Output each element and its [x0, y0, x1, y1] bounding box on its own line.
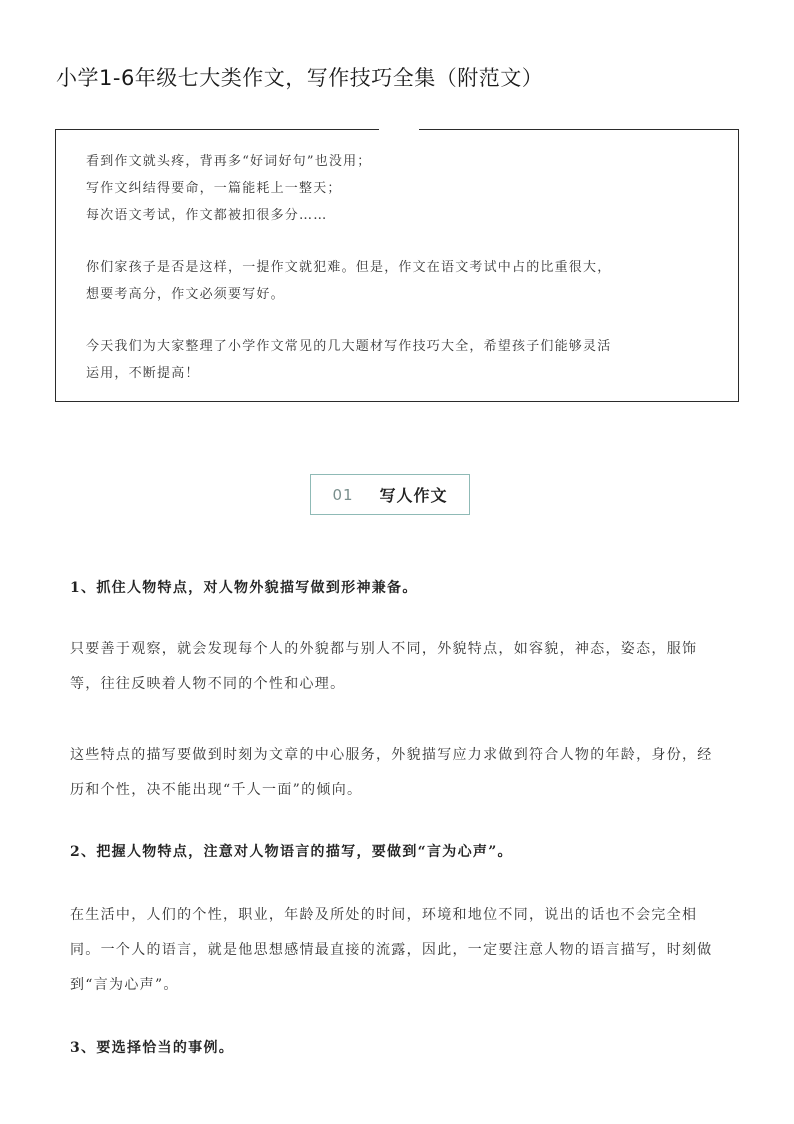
- intro-paragraph-3-line: 今天我们为大家整理了小学作文常见的几大题材写作技巧大全，希望孩子们能够灵活: [86, 339, 612, 354]
- intro-paragraph-3-line: 运用，不断提高！: [86, 366, 200, 381]
- intro-paragraph-2-line: 想要考高分，作文必须要写好。: [86, 287, 285, 302]
- intro-text: [86, 148, 714, 387]
- intro-paragraph-2-line: 你们家孩子是否是这样，一提作文就犯难。但是，作文在语文考试中占的比重很大，: [86, 260, 612, 275]
- intro-line: 写作文纠结得要命，一篇能耗上一整天；: [86, 181, 342, 196]
- intro-line: 看到作文就头疼，背再多“好词好句”也没用；: [86, 154, 372, 169]
- paragraph-line: 这些特点的描写要做到时刻为文章的中心服务，外貌描写应力求做到符合人物的年龄，身份，经: [70, 747, 713, 763]
- paragraph-3: [70, 898, 730, 1003]
- subheading: 2、把握人物特点，注意对人物语言的描写，要做到“言为心声”。: [70, 844, 513, 860]
- heading-3-block: [70, 1031, 730, 1066]
- paragraph-line: 只要善于观察，就会发现每个人的外貌都与别人不同，外貌特点，如容貌，神态，姿态，服饰: [70, 641, 698, 657]
- page-title: 小学1-6年级七大类作文，写作技巧全集（附范文）: [56, 66, 544, 90]
- paragraph-line: 到“言为心声”。: [70, 977, 179, 993]
- paragraph-line: 在生活中，人们的个性，职业，年龄及所处的时间，环境和地位不同，说出的话也不会完全相: [70, 907, 698, 923]
- section-header: [310, 474, 470, 515]
- paragraph-line: 历和个性，决不能出现“千人一面”的倾向。: [70, 782, 363, 798]
- paragraph-2: [70, 738, 730, 808]
- paragraph-1: [70, 632, 730, 702]
- section-label: 写人作文: [379, 486, 448, 505]
- paragraph-line: 同。一个人的语言，就是他思想感情最直接的流露，因此，一定要注意人物的语言描写，时刻做: [70, 942, 713, 958]
- intro-box-notch: [392, 129, 408, 136]
- subheading: 3、要选择恰当的事例。: [70, 1040, 235, 1056]
- intro-line: 每次语文考试，作文都被扣很多分……: [86, 208, 328, 223]
- intro-box: [55, 129, 739, 402]
- section-number: 01: [332, 485, 354, 504]
- subheading: 1、抓住人物特点，对人物外貌描写做到形神兼备。: [70, 580, 418, 596]
- paragraph-line: 等，往往反映着人物不同的个性和心理。: [70, 676, 346, 692]
- heading-2-block: [70, 835, 730, 870]
- heading-1-block: [70, 571, 730, 606]
